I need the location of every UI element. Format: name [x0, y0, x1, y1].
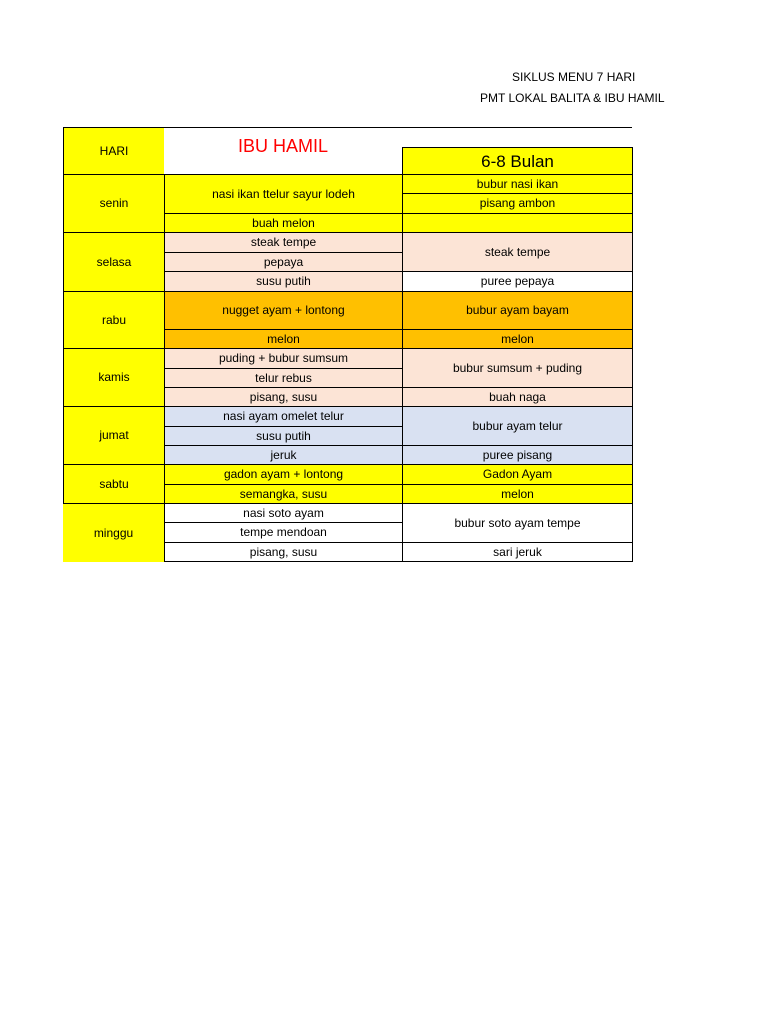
ibu-selasa-2: pepaya: [164, 252, 403, 272]
ibu-minggu-3: pisang, susu: [164, 542, 403, 562]
ibu-senin-1: nasi ikan ttelur sayur lodeh: [164, 174, 403, 214]
ibu-jumat-1: nasi ayam omelet telur: [164, 406, 403, 427]
bulan-senin-1: bubur nasi ikan: [402, 174, 633, 194]
bulan-selasa-1: steak tempe: [402, 232, 633, 272]
day-jumat: jumat: [63, 406, 165, 465]
bulan-minggu-1: bubur soto ayam tempe: [402, 503, 633, 543]
bulan-sabtu-1: Gadon Ayam: [402, 464, 633, 485]
bulan-rabu-2: melon: [402, 329, 633, 349]
ibu-sabtu-1: gadon ayam + lontong: [164, 464, 403, 485]
day-kamis: kamis: [63, 348, 165, 407]
day-senin: senin: [63, 174, 165, 233]
ibu-selasa-1: steak tempe: [164, 232, 403, 253]
bulan-jumat-1: bubur ayam telur: [402, 406, 633, 446]
ibu-rabu-1: nugget ayam + lontong: [164, 291, 403, 330]
ibu-minggu-1: nasi soto ayam: [164, 503, 403, 523]
day-rabu: rabu: [63, 291, 165, 349]
ibu-selasa-3: susu putih: [164, 271, 403, 292]
bulan-jumat-2: puree pisang: [402, 445, 633, 465]
ibu-jumat-3: jeruk: [164, 445, 403, 465]
bulan-minggu-2: sari jeruk: [402, 542, 633, 562]
bulan-selasa-2: puree pepaya: [402, 271, 633, 292]
ibu-rabu-2: melon: [164, 329, 403, 349]
ibu-sabtu-2: semangka, susu: [164, 484, 403, 504]
bulan-kamis-2: buah naga: [402, 387, 633, 407]
ibu-senin-2: buah melon: [164, 213, 403, 233]
day-selasa: selasa: [63, 232, 165, 292]
bulan-kamis-1: bubur sumsum + puding: [402, 348, 633, 388]
header-ibu-hamil: IBU HAMIL: [164, 127, 403, 175]
day-minggu: minggu: [63, 504, 164, 562]
ibu-kamis-3: pisang, susu: [164, 387, 403, 407]
header-6-8-bulan: 6-8 Bulan: [402, 147, 633, 175]
title-line-2: PMT LOKAL BALITA & IBU HAMIL: [480, 91, 665, 105]
bulan-rabu-1: bubur ayam bayam: [402, 291, 633, 330]
title-line-1: SIKLUS MENU 7 HARI: [512, 70, 636, 84]
header-blank-top: [402, 127, 632, 148]
header-hari: HARI: [63, 127, 165, 175]
bulan-sabtu-2: melon: [402, 484, 633, 504]
ibu-kamis-2: telur rebus: [164, 368, 403, 388]
day-sabtu: sabtu: [63, 464, 165, 504]
ibu-minggu-2: tempe mendoan: [164, 522, 403, 543]
ibu-kamis-1: puding + bubur sumsum: [164, 348, 403, 369]
bulan-senin-2: pisang ambon: [402, 193, 633, 214]
ibu-jumat-2: susu putih: [164, 426, 403, 446]
bulan-senin-3: [402, 213, 633, 233]
